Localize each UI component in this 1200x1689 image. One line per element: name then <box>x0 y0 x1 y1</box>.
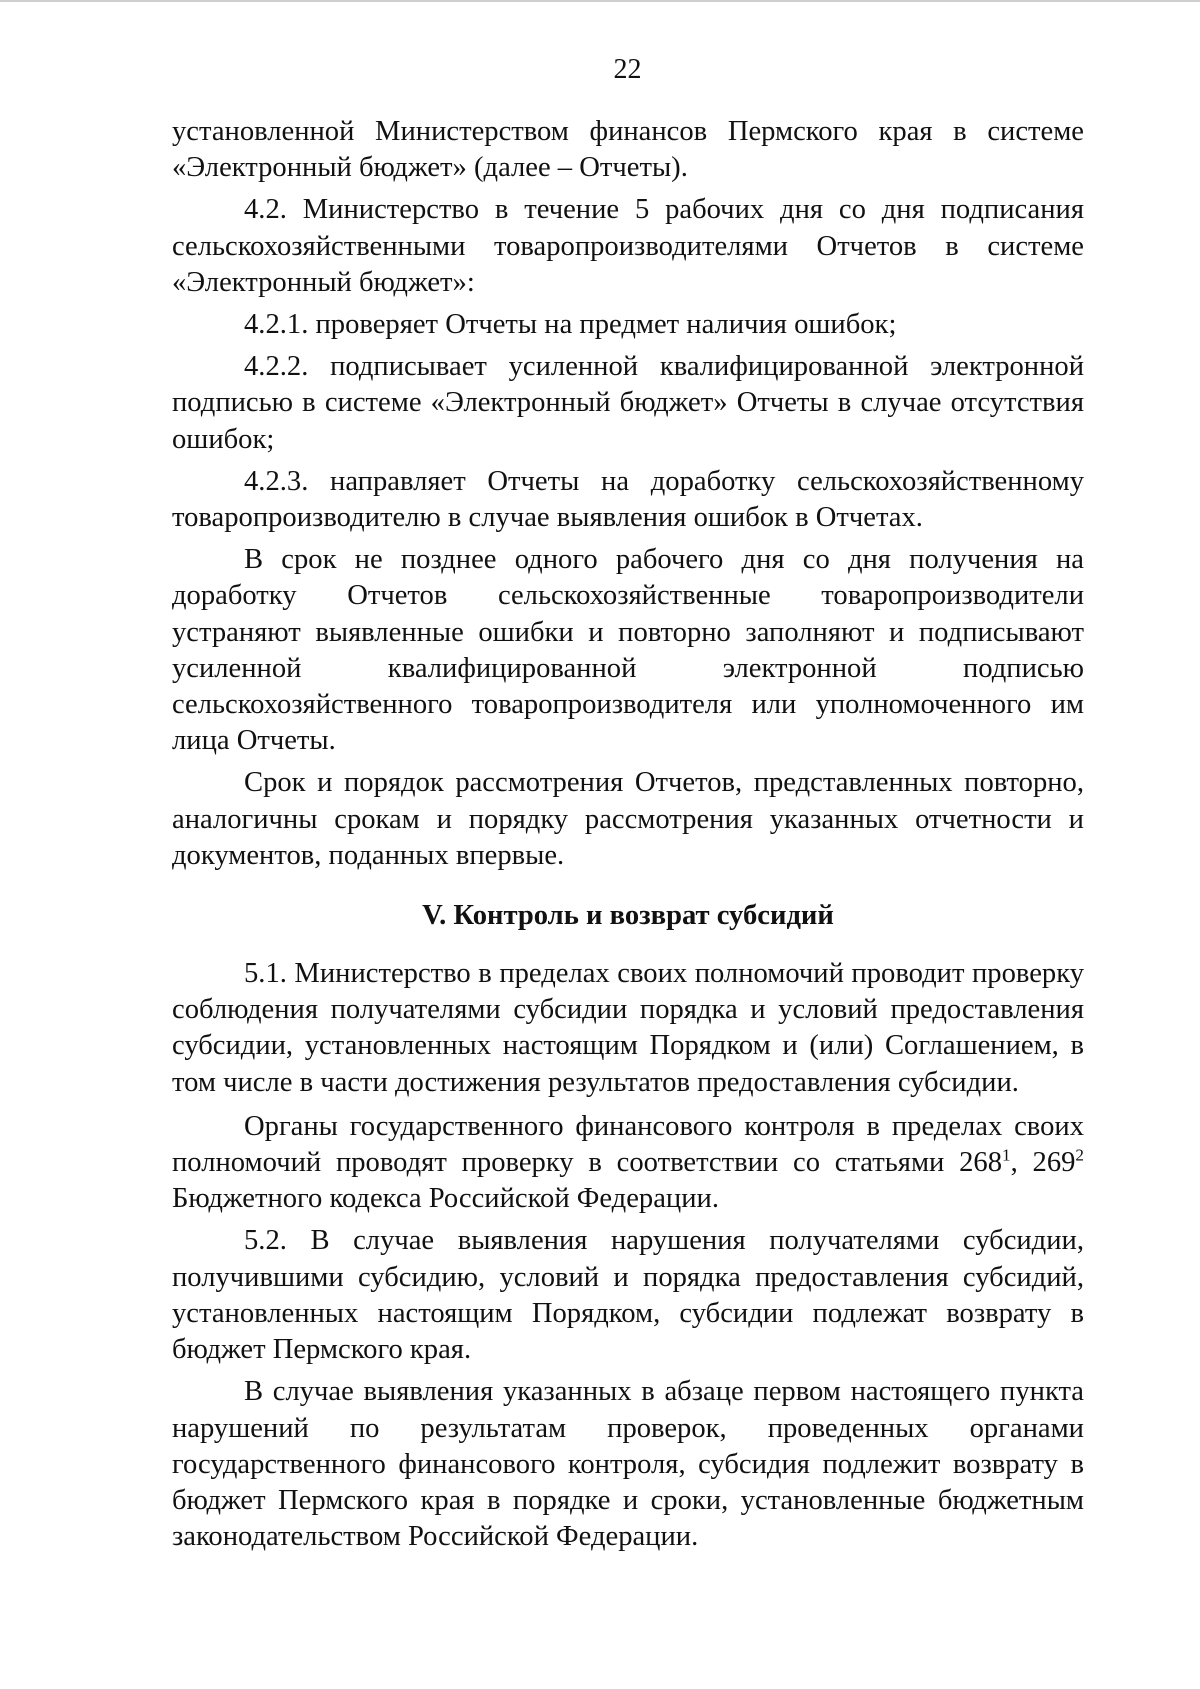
audit-text-after: Бюджетного кодекса Российской Федерации. <box>172 1183 719 1215</box>
superscript-2: 2 <box>1075 1145 1084 1165</box>
paragraph-4-2-2: 4.2.2. подписывает усиленной квалифицированной электронной подписью в системе «Электронный бюджет» Отчеты в случае отсутствия ошибок; <box>172 351 1084 455</box>
paragraph-5-1: 5.1. Министерство в пределах своих полномочий проводит проверку соблюдения получателями субсидии порядка и условий предоставления субсидии, установленных настоящим Порядком и (или) Соглашением, в том числе в части достижения результатов предоставления субсидии. <box>172 958 1084 1098</box>
superscript-1: 1 <box>1002 1145 1011 1165</box>
paragraph-review-terms: Срок и порядок рассмотрения Отчетов, представленных повторно, аналогичны срокам и порядку рассмотрения указанных отчетности и документов, поданных впервые. <box>172 767 1084 871</box>
document-body <box>172 114 1084 1555</box>
scan-edge <box>0 0 1200 2</box>
paragraph-5-2: 5.2. В случае выявления нарушения получателями субсидии, получившими субсидию, условий и порядка предоставления субсидий, установленных настоящим Порядком, субсидии подлежат возврату в бюджет Пермского края. <box>172 1225 1084 1366</box>
paragraph-rework-deadline: В срок не позднее одного рабочего дня со дня получения на доработку Отчетов сельскохозяйственные товаропроизводители устраняют выявленные ошибки и повторно заполняют и подписывают усиленной квалифицированной электронной подписью сельскохозяйственного товаропроизводителя или уполномоченного им лица Отчеты. <box>172 544 1084 757</box>
page-number: 22 <box>613 54 642 85</box>
section-heading: V. Контроль и возврат субсидий <box>422 900 834 932</box>
paragraph-4-2-1: 4.2.1. проверяет Отчеты на предмет наличия ошибок; <box>244 309 897 341</box>
paragraph-4-2: 4.2. Министерство в течение 5 рабочих дня со дня подписания сельскохозяйственными товаропроизводителями Отчетов в системе «Электронный бюджет»: <box>172 194 1084 298</box>
paragraph-4-2-3: 4.2.3. направляет Отчеты на доработку сельскохозяйственному товаропроизводителю в случае выявления ошибок в Отчетах. <box>172 465 1084 534</box>
paragraph-violations-return: В случае выявления указанных в абзаце первом настоящего пункта нарушений по результатам проверок, проведенных органами государственного финансового контроля, субсидия подлежит возврату в бюджет Пермского края в порядке и сроки, установленные бюджетным законодательством Российской Федерации. <box>172 1376 1084 1553</box>
paragraph-continuation: установленной Министерством финансов Пермского края в системе «Электронный бюджет» (далее – Отчеты). <box>172 116 1084 184</box>
audit-text-middle: , 269 <box>1010 1147 1076 1179</box>
paragraph-financial-control <box>172 1109 1084 1218</box>
audit-text-before: Органы государственного финансового контроля в пределах своих полномочий проводят проверку в соответствии со статьями 268 <box>172 1110 1084 1179</box>
